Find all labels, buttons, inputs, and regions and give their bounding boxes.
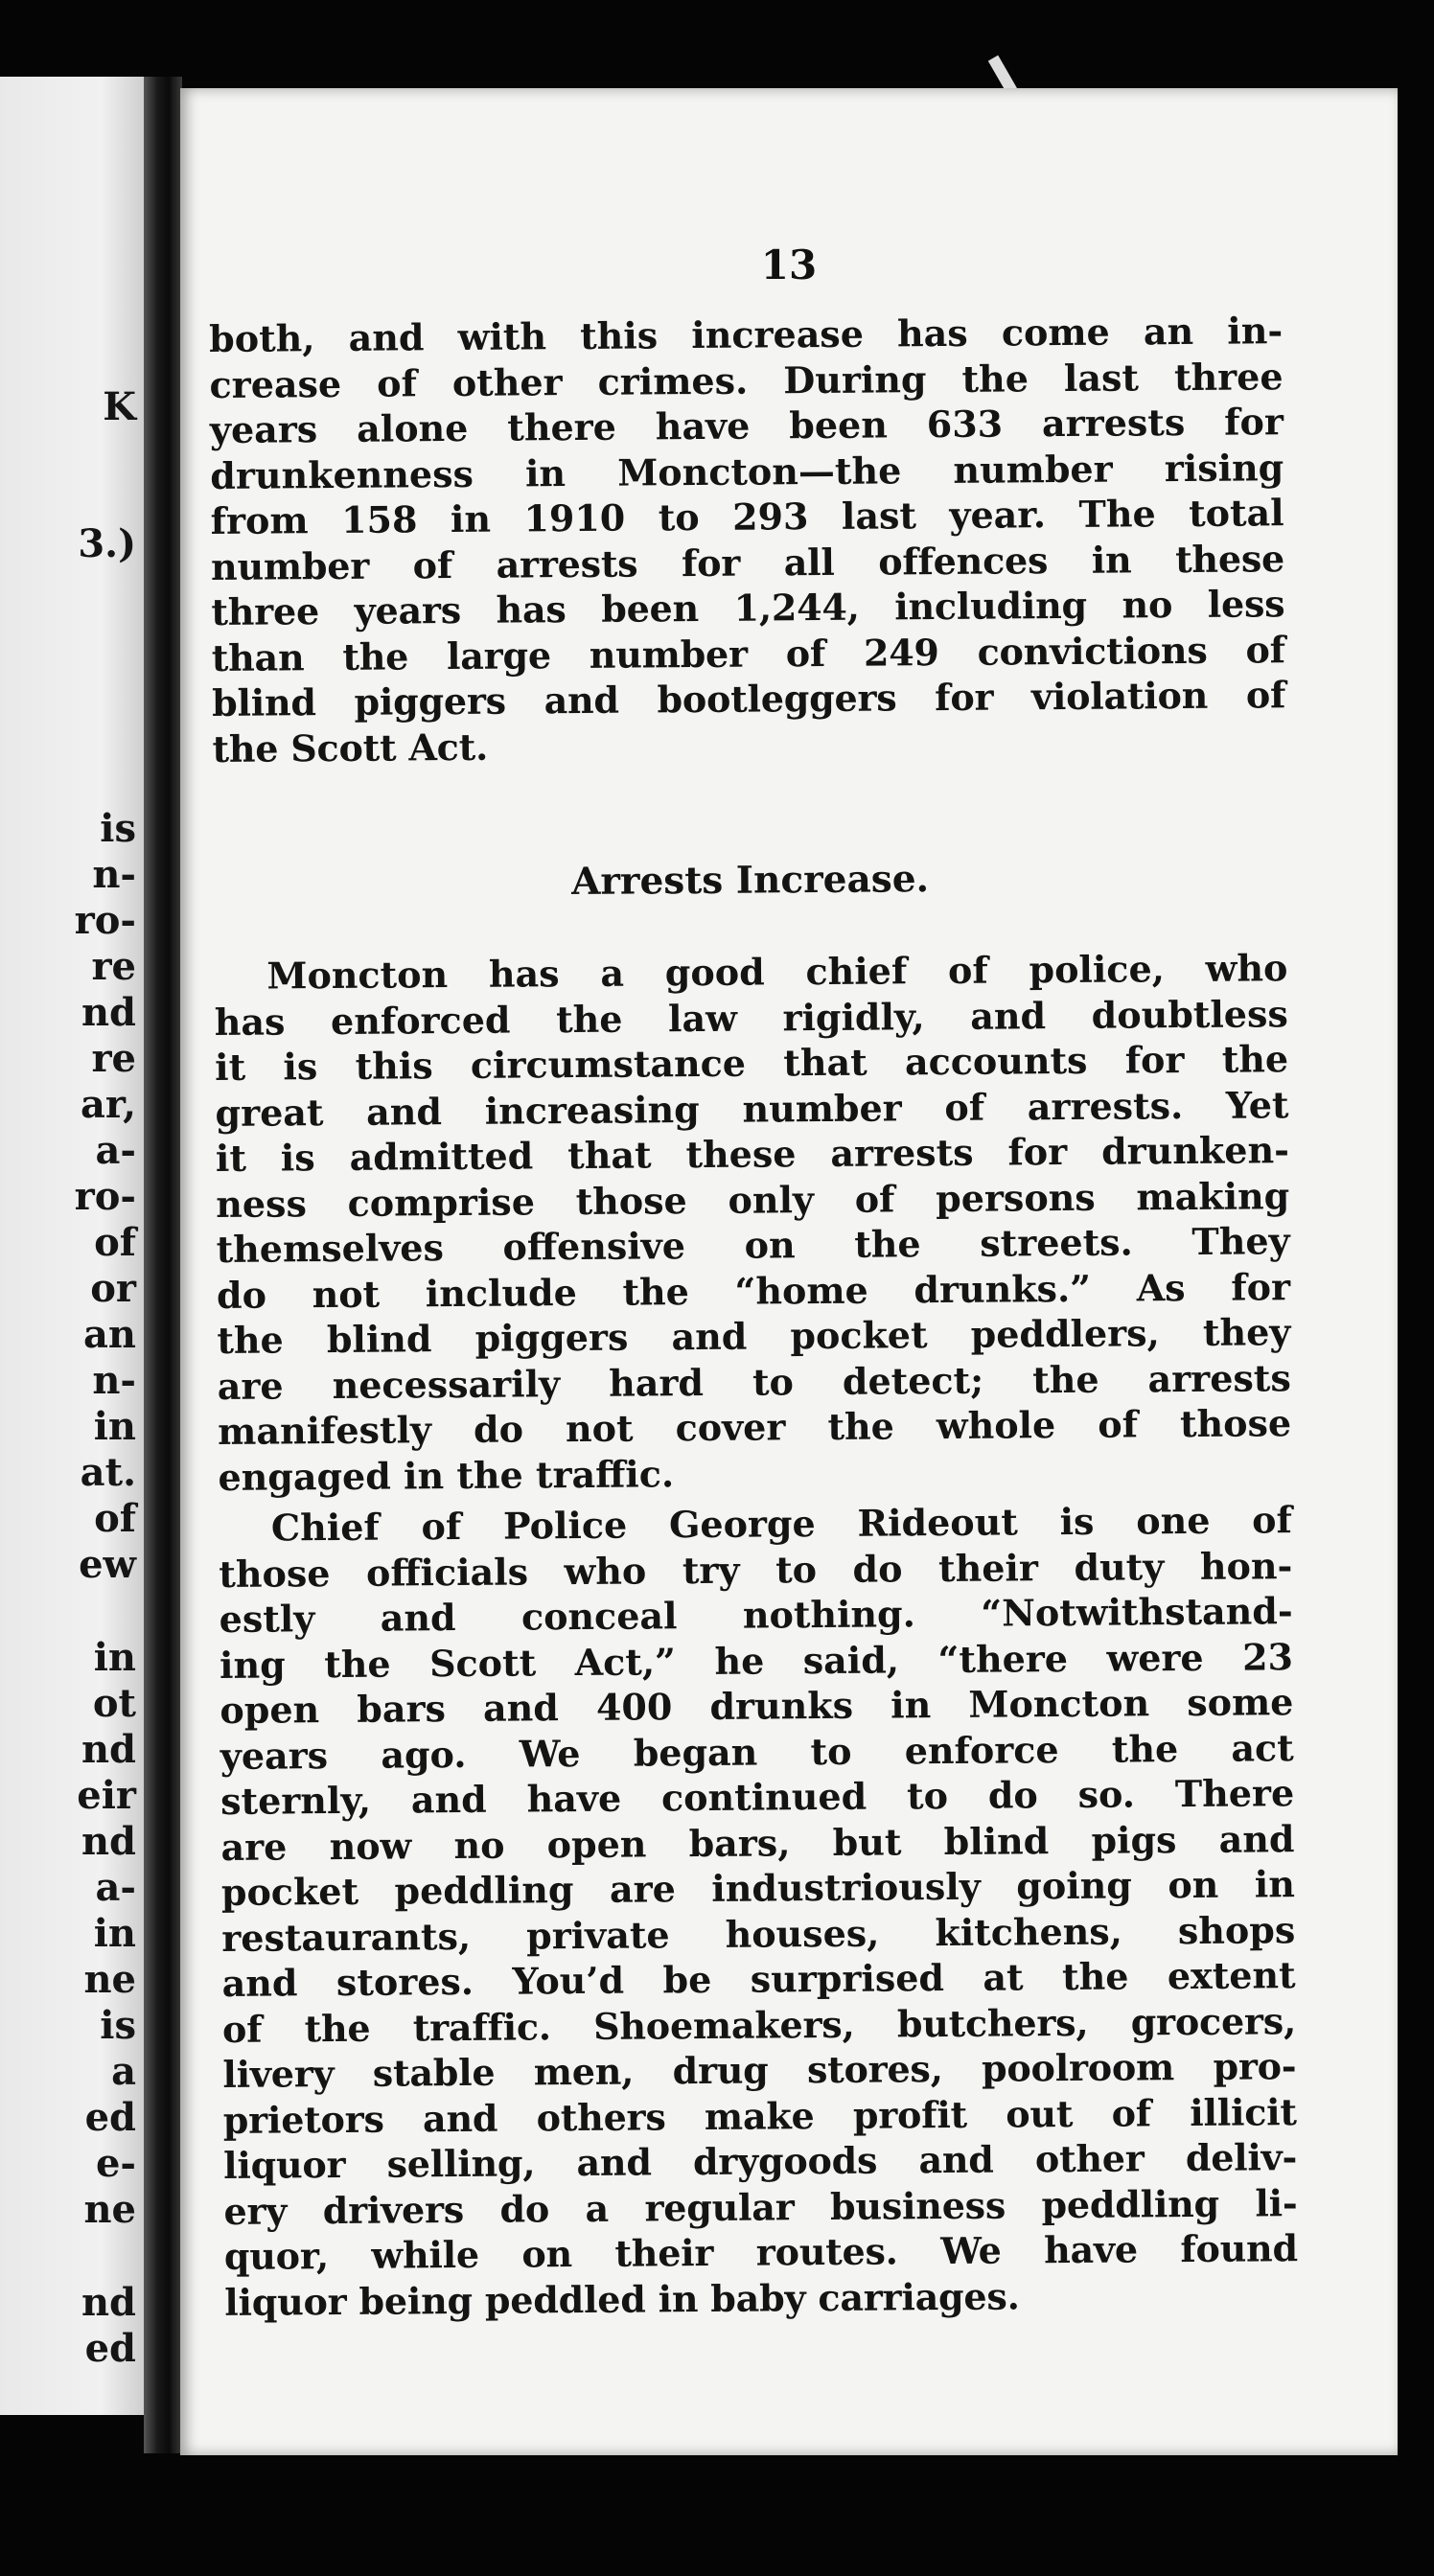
- text-line: three years has been 1,244, including no less: [211, 582, 1285, 633]
- left-page-fragment: e-: [95, 2141, 136, 2186]
- left-page-fragment: re: [91, 1036, 136, 1081]
- text-line: years ago. We began to enforce the act: [220, 1725, 1294, 1778]
- text-line: than the large number of 249 convictions of: [211, 627, 1285, 679]
- left-page-fragment: K: [103, 384, 136, 429]
- left-page-fragment: nd: [81, 990, 136, 1035]
- text-line: of the traffic. Shoemakers, butchers, grocers,: [221, 1998, 1297, 2051]
- text-line: blind piggers and bootleggers for violation of: [211, 673, 1286, 724]
- left-page-fragment: at.: [80, 1450, 136, 1495]
- text-line: livery stable men, drug stores, poolroom pro-: [222, 2044, 1297, 2096]
- text-line: manifestly do not cover the whole of those: [217, 1401, 1292, 1453]
- left-page-fragment: ed: [84, 2095, 136, 2140]
- text-line: the blind piggers and pocket peddlers, they: [217, 1310, 1291, 1362]
- text-line: ing the Scott Act,” he said, “there were 23: [219, 1634, 1294, 1687]
- left-page-fragment: nd: [81, 1819, 136, 1864]
- text-line: open bars and 400 drunks in Moncton some: [220, 1680, 1294, 1732]
- text-line: it is this circumstance that accounts for the: [214, 1037, 1289, 1089]
- left-page-fragment: is: [100, 2003, 136, 2048]
- left-page-fragment: ed: [84, 2326, 136, 2371]
- left-page-fragment: nd: [81, 2280, 136, 2325]
- left-page-fragment: a-: [95, 1865, 136, 1910]
- text-line: has enforced the law rigidly, and doubtless: [214, 991, 1288, 1044]
- text-line: the Scott Act.: [212, 724, 489, 770]
- text-line: from 158 in 1910 to 293 last year. The total: [210, 491, 1284, 542]
- left-page-fragment: n-: [92, 1358, 136, 1403]
- text-line: those officials who try to do their duty hon-: [219, 1543, 1293, 1596]
- page-number: 13: [760, 242, 818, 288]
- text-line: estly and conceal nothing. “Notwithstand-: [219, 1589, 1293, 1641]
- text-line: do not include the “home drunks.” As for: [216, 1264, 1291, 1317]
- left-page-fragment: is: [100, 806, 136, 851]
- left-page-fragment: ot: [92, 1681, 136, 1726]
- left-page-fragment: n-: [92, 852, 136, 897]
- text-line: years alone there have been 633 arrests for: [209, 400, 1284, 451]
- left-page-fragment: ro-: [74, 898, 136, 943]
- left-page-fragment: ne: [83, 2187, 136, 2232]
- left-page-fragment: ne: [83, 1957, 136, 2002]
- text-line: crease of other crimes. During the last three: [209, 354, 1284, 406]
- book-gutter: [144, 77, 182, 2453]
- left-page-fragment: nd: [81, 1727, 136, 1772]
- left-page-fragment: 3.): [78, 521, 136, 566]
- text-line: liquor being peddled in baby carriages.: [224, 2273, 1020, 2324]
- left-page-fragment: ew: [79, 1542, 136, 1587]
- left-page-fragment: eir: [77, 1773, 136, 1818]
- section-heading: Arrests Increase.: [570, 857, 930, 905]
- text-line: ness comprise those only of persons making: [216, 1173, 1290, 1226]
- left-page-fragment: in: [93, 1911, 136, 1956]
- left-page-fragment: of: [94, 1496, 136, 1541]
- left-page-fragment: an: [83, 1312, 136, 1357]
- text-line: ery drivers do a regular business peddling li-: [223, 2180, 1298, 2233]
- text-line: drunkenness in Moncton—the number rising: [210, 445, 1284, 497]
- text-line: restaurants, private houses, kitchens, shops: [221, 1907, 1296, 1960]
- adjacent-page: [0, 77, 144, 2415]
- text-line: sternly, and have continued to do so. There: [220, 1771, 1295, 1823]
- text-line: quor, while on their routes. We have found: [223, 2226, 1299, 2278]
- left-page-fragment: a-: [95, 1128, 136, 1173]
- text-line: pocket peddling are industriously going on in: [220, 1862, 1296, 1914]
- left-page-fragment: a: [111, 2049, 136, 2094]
- book-page: [180, 88, 1398, 2455]
- left-page-fragment: or: [90, 1266, 136, 1311]
- left-page-fragment: ar,: [80, 1082, 136, 1127]
- text-line: themselves offensive on the streets. They: [216, 1219, 1290, 1271]
- left-page-fragment: in: [93, 1635, 136, 1680]
- text-line: great and increasing number of arrests. Yet: [215, 1082, 1289, 1135]
- left-page-fragment: re: [91, 944, 136, 989]
- text-line: prietors and others make profit out of illicit: [222, 2089, 1297, 2142]
- text-line: Moncton has a good chief of police, who: [266, 946, 1288, 998]
- text-line: are necessarily hard to detect; the arrests: [217, 1355, 1291, 1408]
- text-line: liquor selling, and drygoods and other deliv-: [222, 2135, 1298, 2187]
- text-line: engaged in the traffic.: [218, 1451, 675, 1499]
- left-page-fragment: ro-: [74, 1174, 136, 1219]
- left-page-fragment: in: [93, 1404, 136, 1449]
- page-text: [209, 308, 1298, 2325]
- text-line: number of arrests for all offences in these: [210, 536, 1285, 588]
- text-line: Chief of Police George Rideout is one of: [270, 1498, 1293, 1550]
- left-page-fragment: of: [94, 1220, 136, 1265]
- text-line: and stores. You’d be surprised at the extent: [221, 1953, 1296, 2005]
- text-line: it is admitted that these arrests for drunken-: [215, 1128, 1290, 1180]
- text-line: are now no open bars, but blind pigs and: [220, 1816, 1295, 1869]
- text-line: both, and with this increase has come an in-: [209, 309, 1284, 360]
